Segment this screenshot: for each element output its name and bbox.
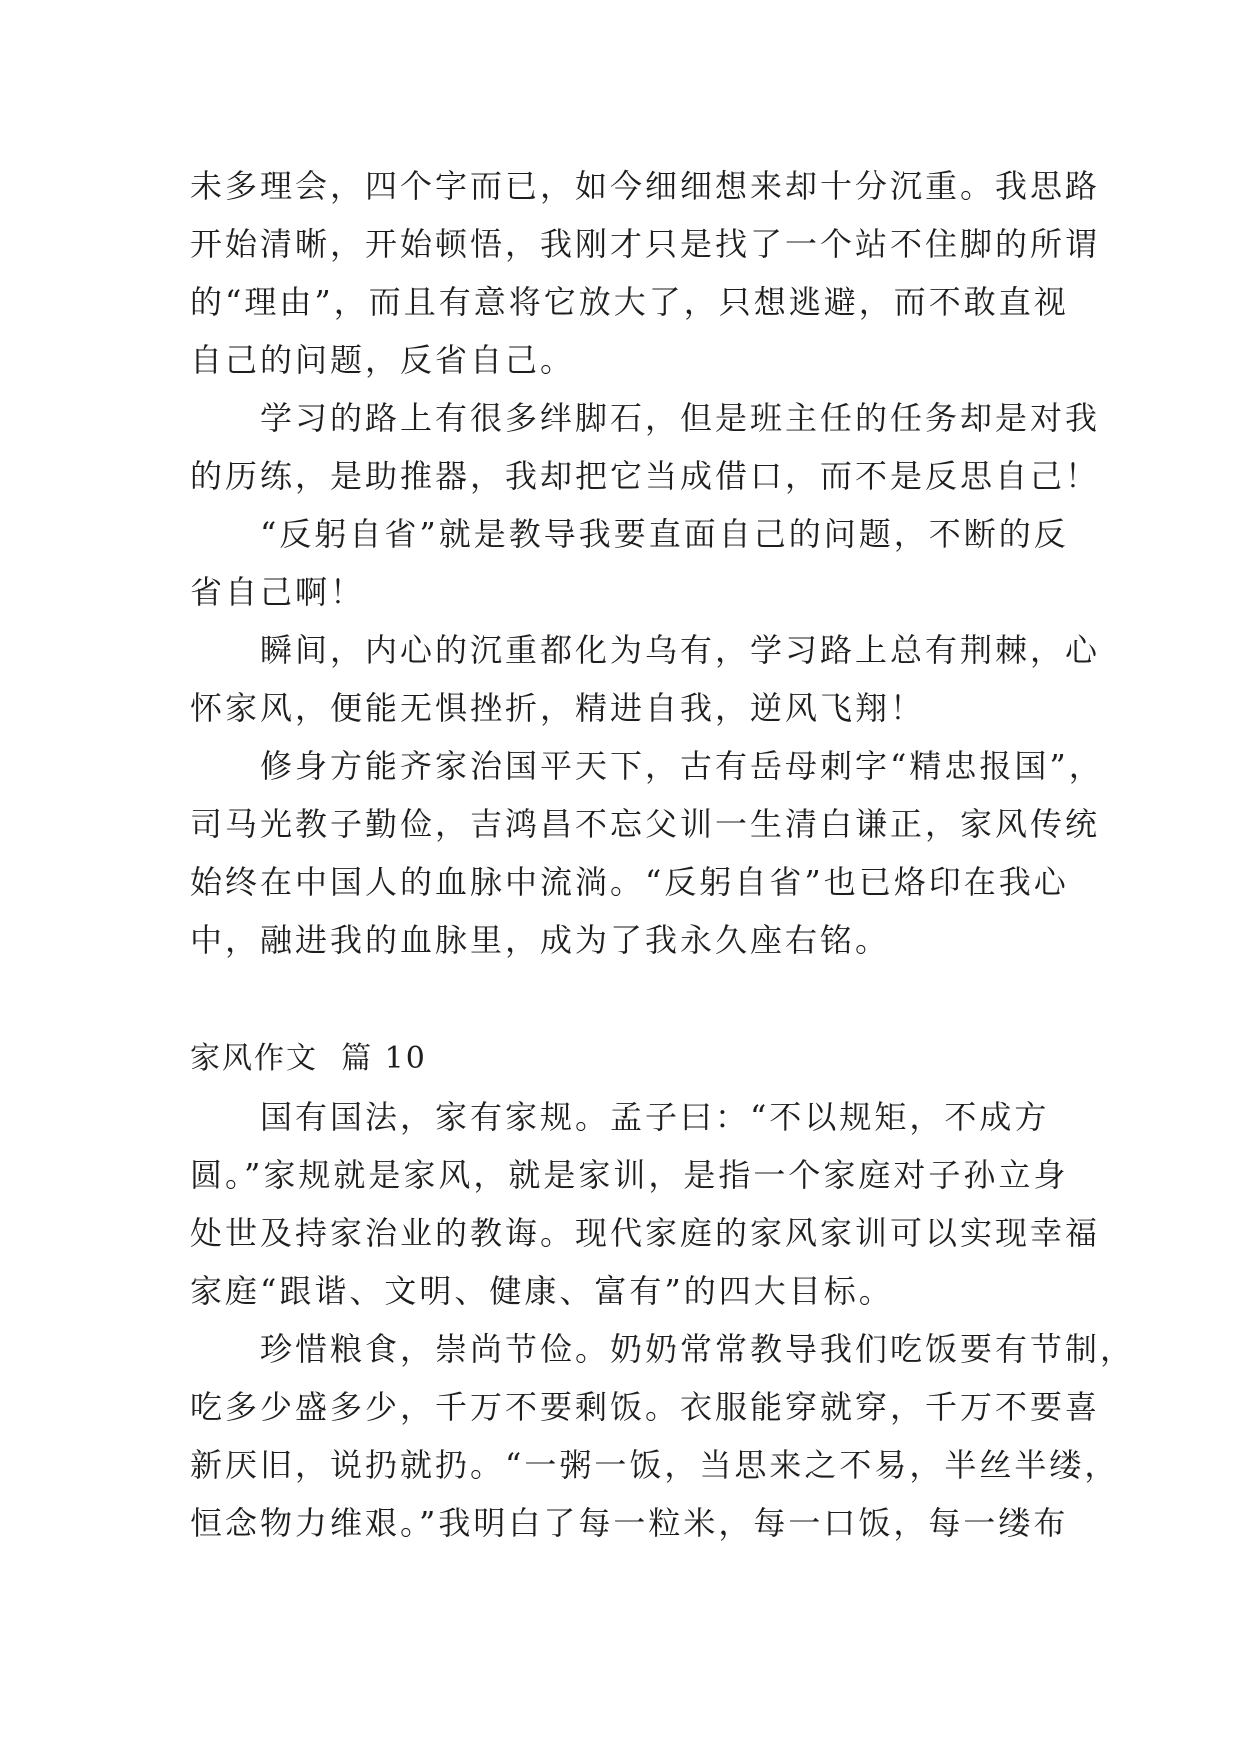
- text-line: 开始清晰，开始顿悟，我刚才只是找了一个站不住脚的所谓: [190, 225, 1101, 263]
- text-line: 学习的路上有很多绊脚石，但是班主任的任务却是对我: [190, 399, 1101, 437]
- text-line: 的历练，是助推器，我却把它当成借口，而不是反思自己！: [190, 457, 1101, 495]
- text-line: 的“理由”，而且有意将它放大了，只想逃避，而不敢直视: [190, 283, 1069, 321]
- text-line: 中，融进我的血脉里，成为了我永久座右铭。: [190, 921, 891, 959]
- text-line: 新厌旧，说扔就扔。“一粥一饭，当思来之不易，半丝半缕，: [190, 1446, 1120, 1484]
- text-line: 始终在中国人的血脉中流淌。“反躬自省”也已烙印在我心: [190, 863, 1069, 901]
- text-line: 恒念物力维艰。”我明白了每一粒米，每一口饭，每一缕布: [190, 1504, 1069, 1542]
- text-line: 家庭“跟谐、文明、健康、富有”的四大目标。: [190, 1272, 894, 1310]
- text-line: 国有国法，家有家规。孟子曰：“不以规矩，不成方: [190, 1098, 1050, 1136]
- section-heading: 家风作文 篇 10: [190, 1041, 427, 1076]
- text-line: 怀家风，便能无惧挫折，精进自我，逆风飞翔！: [190, 689, 926, 727]
- text-line: 司马光教子勤俭，吉鸿昌不忘父训一生清白谦正，家风传统: [190, 805, 1101, 843]
- text-line: 圆。”家规就是家风，就是家训，是指一个家庭对子孙立身: [190, 1156, 1069, 1194]
- text-line: 珍惜粮食，崇尚节俭。奶奶常常教导我们吃饭要有节制，: [190, 1330, 1136, 1368]
- text-line: 省自己啊！: [190, 573, 366, 611]
- text-line: 修身方能齐家治国平天下，古有岳母刺字“精忠报国”，: [190, 747, 1104, 785]
- text-line: 瞬间，内心的沉重都化为乌有，学习路上总有荆棘，心: [190, 631, 1101, 669]
- text-line: 吃多少盛多少，千万不要剩饭。衣服能穿就穿，千万不要喜: [190, 1388, 1101, 1426]
- text-line: “反躬自省”就是教导我要直面自己的问题，不断的反: [190, 515, 1069, 553]
- text-line: 自己的问题，反省自己。: [190, 341, 576, 379]
- text-line: 未多理会，四个字而已，如今细细想来却十分沉重。我思路: [190, 167, 1101, 205]
- text-line: 处世及持家治业的教诲。现代家庭的家风家训可以实现幸福: [190, 1214, 1101, 1252]
